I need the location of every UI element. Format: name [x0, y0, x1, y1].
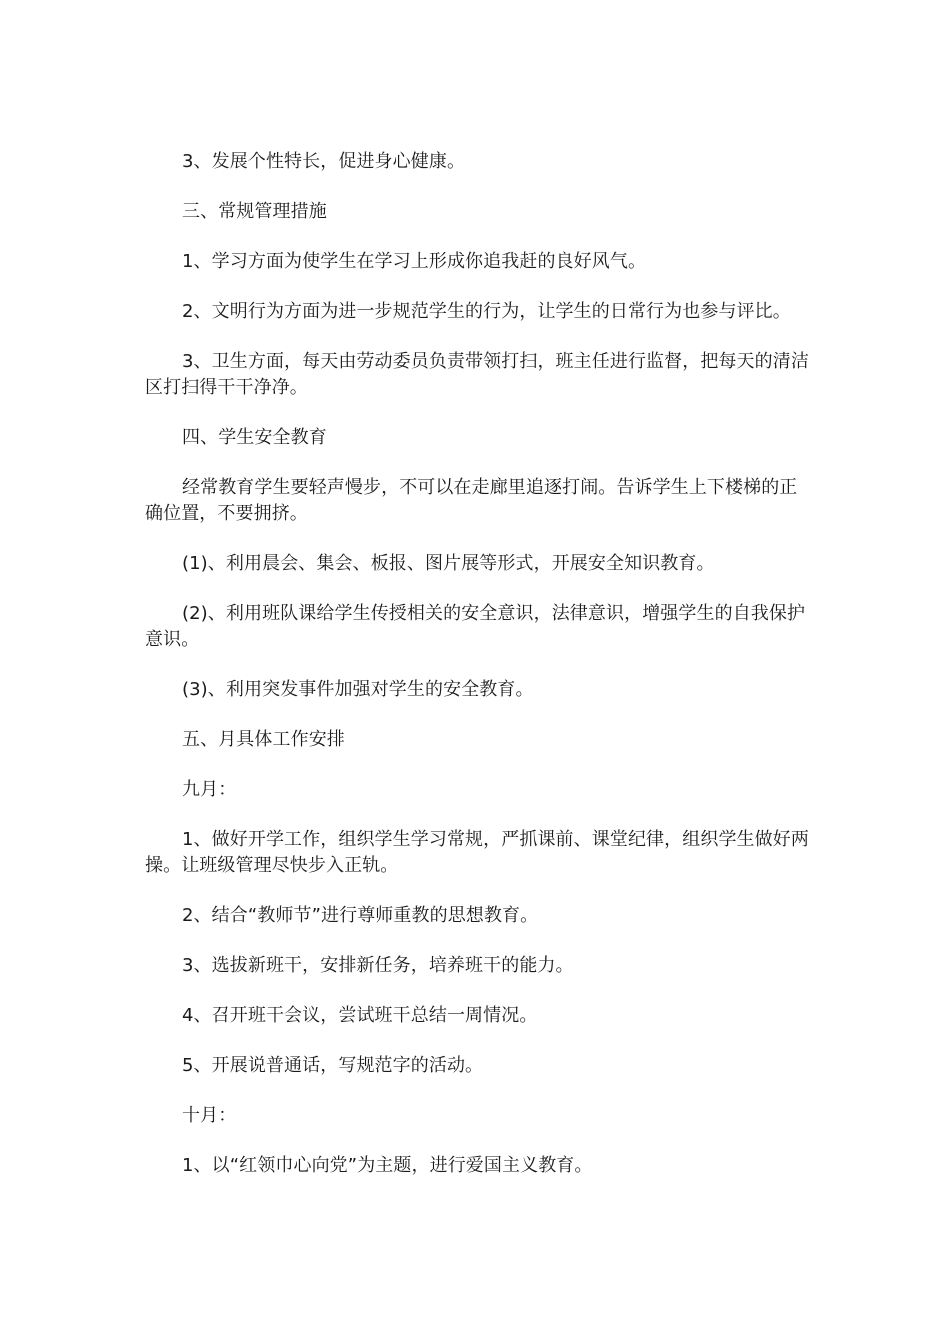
section-heading: 三、常规管理措施 [182, 201, 327, 222]
section-heading: 四、学生安全教育 [182, 427, 327, 448]
paragraph: 经常教育学生要轻声慢步，不可以在走廊里追逐打闹。告诉学生上下楼梯的正确位置，不要拥挤。 [145, 477, 798, 524]
paragraph: 3、选拔新班干，安排新任务，培养班干的能力。 [182, 955, 574, 976]
paragraph: (1)、利用晨会、集会、板报、图片展等形式，开展安全知识教育。 [182, 553, 715, 574]
paragraph: 4、召开班干会议，尝试班干总结一周情况。 [182, 1005, 538, 1026]
month-heading: 十月： [182, 1105, 237, 1126]
paragraph: 1、学习方面为使学生在学习上形成你追我赶的良好风气。 [182, 251, 647, 272]
paragraph: 3、发展个性特长，促进身心健康。 [182, 151, 466, 172]
paragraph: (3)、利用突发事件加强对学生的安全教育。 [182, 679, 534, 700]
paragraph: 2、文明行为方面为进一步规范学生的行为，让学生的日常行为也参与评比。 [182, 301, 791, 322]
paragraph: 1、做好开学工作，组织学生学习常规，严抓课前、课堂纪律，组织学生做好两操。让班级管理尽快步入正轨。 [145, 829, 809, 876]
paragraph: (2)、利用班队课给学生传授相关的安全意识，法律意识，增强学生的自我保护意识。 [145, 603, 806, 650]
paragraph: 1、以“红领巾心向党”为主题，进行爱国主义教育。 [182, 1155, 593, 1176]
section-heading: 五、月具体工作安排 [182, 729, 345, 750]
paragraph: 5、开展说普通话，写规范字的活动。 [182, 1055, 484, 1076]
paragraph: 2、结合“教师节”进行尊师重教的思想教育。 [182, 905, 539, 926]
month-heading: 九月： [182, 779, 237, 800]
paragraph: 3、卫生方面，每天由劳动委员负责带领打扫，班主任进行监督，把每天的清洁区打扫得干干净净。 [145, 351, 809, 398]
document-body [145, 149, 810, 1203]
